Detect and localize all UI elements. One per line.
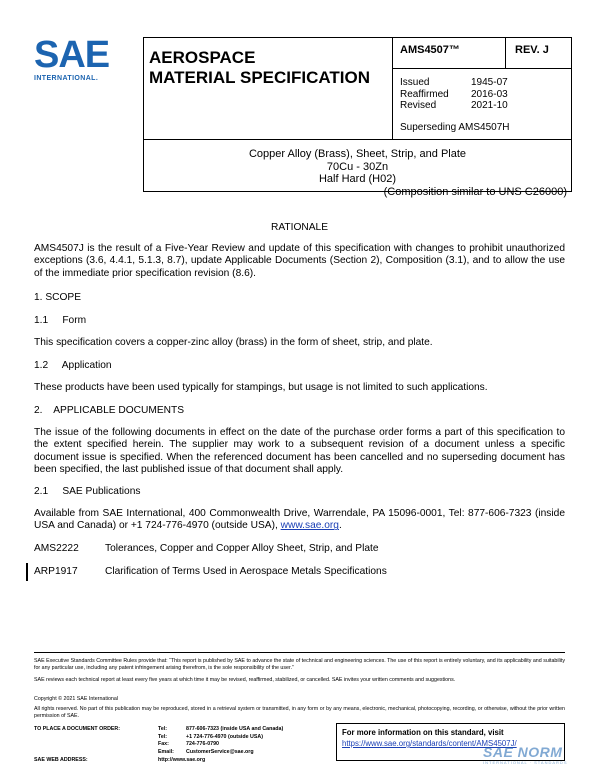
order-label: TO PLACE A DOCUMENT ORDER: <box>34 726 121 732</box>
change-bar <box>26 563 28 581</box>
subject-line-1: Copper Alloy (Brass), Sheet, Strip, and Plate <box>248 148 467 160</box>
reference-title: Clarification of Terms Used in Aerospace Metals Specifications <box>105 566 387 577</box>
section-1-1-heading: 1.1 Form <box>34 315 87 326</box>
publications-address: Available from SAE International, 400 Commonwealth Drive, Warrendale, PA 15096-0001, Tel: 877-606-7323 (inside USA and Canada) or +1 724-776-4970 (outside USA), <box>34 508 565 532</box>
reference-code: AMS2222 <box>34 543 79 554</box>
contact-value-tel-intl: +1 724-776-4970 (outside USA) <box>186 733 263 740</box>
contact-label-tel: Tel: <box>158 726 168 732</box>
revision-label: REV. J <box>515 44 549 56</box>
specification-subject <box>144 148 571 198</box>
contact-value-tel: 877-606-7323 (inside USA and Canada) <box>186 726 284 732</box>
reference-row <box>34 543 379 554</box>
contact-label-email: Email: <box>158 748 174 755</box>
section-2-1-text <box>34 508 565 533</box>
more-info-link[interactable]: https://www.sae.org/standards/content/AMS4507J/ <box>342 739 517 748</box>
section-1-heading: 1. SCOPE <box>34 292 81 303</box>
contact-label-tel-intl: Tel: <box>158 733 168 740</box>
section-1-1-text: This specification covers a copper-zinc alloy (brass) in the form of sheet, strip, and plate. <box>34 337 433 348</box>
sae-norm-watermark <box>483 744 599 772</box>
sae-logo-subtext: INTERNATIONAL. <box>34 75 99 82</box>
date-label-issued: Issued <box>400 77 430 88</box>
rationale-heading: RATIONALE <box>271 222 328 233</box>
header-divider-vertical <box>392 37 393 140</box>
date-value-issued: 1945-07 <box>471 77 508 88</box>
reference-row <box>34 566 387 577</box>
contact-value-fax: 724-776-0790 <box>186 741 219 747</box>
rationale-text: AMS4507J is the result of a Five-Year Review and update of this specification with changes to prohibit unauthorized exceptions (3.6, 4.4.1, 5.1.3, 8.7), update Applicable Documents (Section 2), Composition (3.1), and to allow the use of the immediate prior specification revision (8.6). <box>34 243 565 279</box>
section-2-text: The issue of the following documents in effect on the date of the purchase order forms a part of this specification to the extent specified herein. The supplier may work to a subsequent revision of a document unless a specific document issue is specified. When the referenced document has been cancelled and no superseding document has been specified, the last published issue of that document shall apply. <box>34 427 565 476</box>
period: . <box>338 520 342 532</box>
section-2-1-heading: 2.1 SAE Publications <box>34 486 141 497</box>
web-address-value: http://www.sae.org <box>158 757 206 763</box>
footer-rule <box>34 652 565 653</box>
footer-review-text: SAE reviews each technical report at least every five years at which time it may be revised, reaffirmed, stabilized, or cancelled. SAE invites your written comments and suggestions. <box>34 677 456 683</box>
subject-line-3: Half Hard (H02) <box>318 173 397 185</box>
superseding-note: Superseding AMS4507H <box>400 122 510 133</box>
date-label-reaffirmed: Reaffirmed <box>400 88 449 100</box>
sae-logo-text: SAE <box>34 34 110 76</box>
subject-line-2: 70Cu - 30Zn <box>326 160 389 173</box>
sae-norm-text: SAE NORM <box>483 744 563 760</box>
sae-norm-subtext: INTERNATIONAL · STANDARDS <box>483 760 568 765</box>
contact-label-fax: Fax: <box>158 741 169 747</box>
date-value-revised: 2021-10 <box>471 100 508 111</box>
title-line-2: MATERIAL SPECIFICATION <box>149 68 370 87</box>
header-divider-rev <box>505 37 506 68</box>
reference-title: Tolerances, Copper and Copper Alloy Sheet, Strip, and Plate <box>105 543 379 554</box>
document-title <box>149 48 370 88</box>
reference-code: ARP1917 <box>34 566 78 577</box>
date-value-reaffirmed: 2016-03 <box>471 88 508 100</box>
section-2-heading: 2. APPLICABLE DOCUMENTS <box>34 405 185 416</box>
header-divider-number <box>392 68 572 69</box>
web-address-label: SAE WEB ADDRESS: <box>34 757 88 763</box>
title-line-1: AEROSPACE <box>149 48 256 67</box>
sae-logo <box>34 36 120 86</box>
contact-value-email: CustomerService@sae.org <box>186 748 254 755</box>
subject-line-4: (Composition similar to UNS C26000) <box>383 185 567 198</box>
section-1-2-heading: 1.2 Application <box>34 360 112 371</box>
footer-rights-text: All rights reserved. No part of this publication may be reproduced, stored in a retrieval system or transmitted, in any form or by any means, electronic, mechanical, photocopying, recording, or otherwise, without the prior written permission of SAE. <box>34 706 565 719</box>
date-label-revised: Revised <box>400 100 437 111</box>
footer-copyright: Copyright © 2021 SAE International <box>34 696 118 702</box>
header-divider-subject <box>143 139 572 140</box>
more-info-title: For more information on this standard, visit <box>342 728 504 737</box>
section-1-2-text: These products have been used typically for stampings, but usage is not limited to such applications. <box>34 382 488 393</box>
footer-rules-text: SAE Executive Standards Committee Rules provide that: “This report is published by SAE to advance the state of technical and engineering sciences. The use of this report is entirely voluntary, and its applicability and suitability for any particular use, including any patent infringement arising therefrom, is the sole responsibility of the user.” <box>34 658 565 671</box>
document-number: AMS4507™ <box>400 44 460 56</box>
sae-website-link[interactable]: www.sae.org <box>280 520 339 532</box>
